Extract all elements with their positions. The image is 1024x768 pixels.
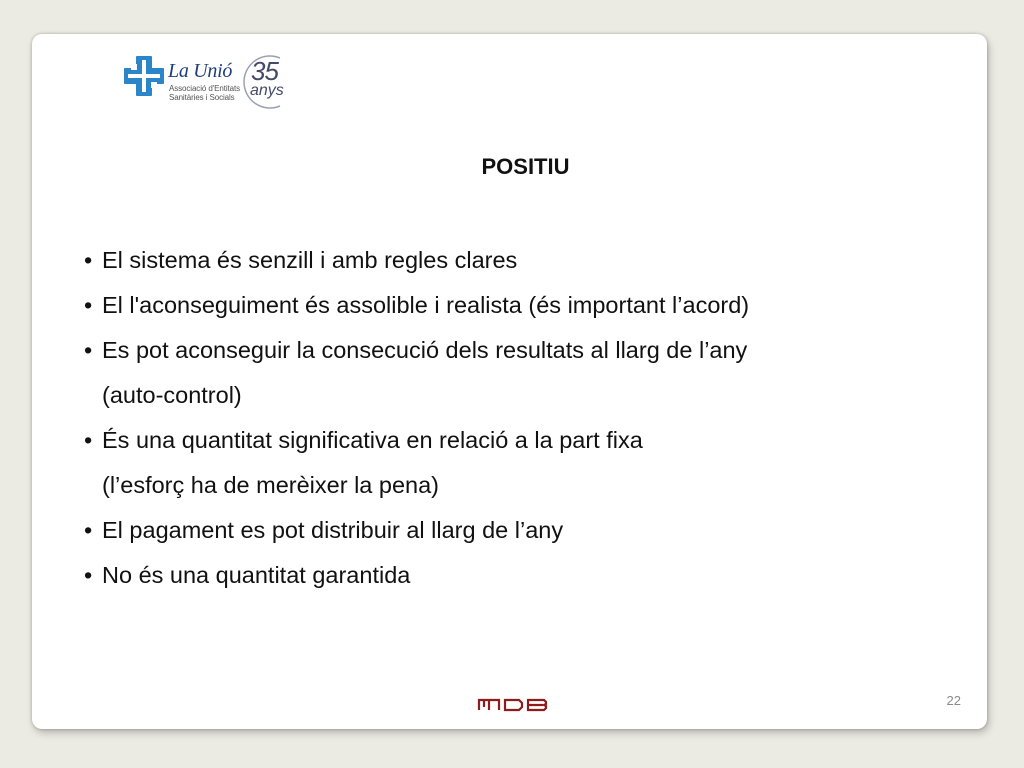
la-unio-logo bbox=[122, 54, 297, 110]
bullet-marker: • bbox=[84, 517, 93, 543]
bullet-text: Es pot aconseguir la consecució dels resultats al llarg de l’any bbox=[102, 337, 748, 363]
bullet-item bbox=[84, 238, 749, 283]
logo-subtitle-line2: Sanitàries i Socials bbox=[169, 93, 235, 102]
mdb-logo bbox=[477, 698, 549, 712]
bullet-text: El l'aconseguiment és assolible i realista (és important l’acord) bbox=[102, 292, 750, 318]
bullet-item bbox=[84, 283, 749, 328]
bullet-continuation: (l’esforç ha de merèixer la pena) bbox=[102, 472, 439, 498]
bullet-text: El pagament es pot distribuir al llarg de l’any bbox=[102, 517, 564, 543]
bullet-text: El sistema és senzill i amb regles clares bbox=[102, 247, 518, 273]
cross-logo-icon bbox=[122, 54, 166, 98]
bullet-marker: • bbox=[84, 247, 93, 273]
anniversary-label: anys bbox=[250, 82, 284, 99]
logo-subtitle-line1: Associació d'Entitats bbox=[169, 84, 241, 93]
slide bbox=[32, 34, 987, 729]
bullet-marker: • bbox=[84, 427, 93, 453]
bullet-item bbox=[84, 328, 749, 418]
bullet-item bbox=[84, 418, 749, 508]
bullet-continuation: (auto-control) bbox=[102, 382, 242, 408]
slide-heading: POSITIU bbox=[481, 154, 570, 179]
page-number: 22 bbox=[946, 693, 961, 708]
bullet-text: No és una quantitat garantida bbox=[102, 562, 411, 588]
logo-name: La Unió bbox=[168, 60, 233, 82]
bullet-list bbox=[84, 238, 749, 598]
bullet-item bbox=[84, 553, 749, 598]
bullet-text: És una quantitat significativa en relació a la part fixa bbox=[102, 427, 643, 453]
bullet-item bbox=[84, 508, 749, 553]
bullet-marker: • bbox=[84, 562, 93, 588]
anniversary-number: 35 bbox=[251, 56, 278, 86]
bullet-marker: • bbox=[84, 337, 93, 363]
bullet-marker: • bbox=[84, 292, 93, 318]
